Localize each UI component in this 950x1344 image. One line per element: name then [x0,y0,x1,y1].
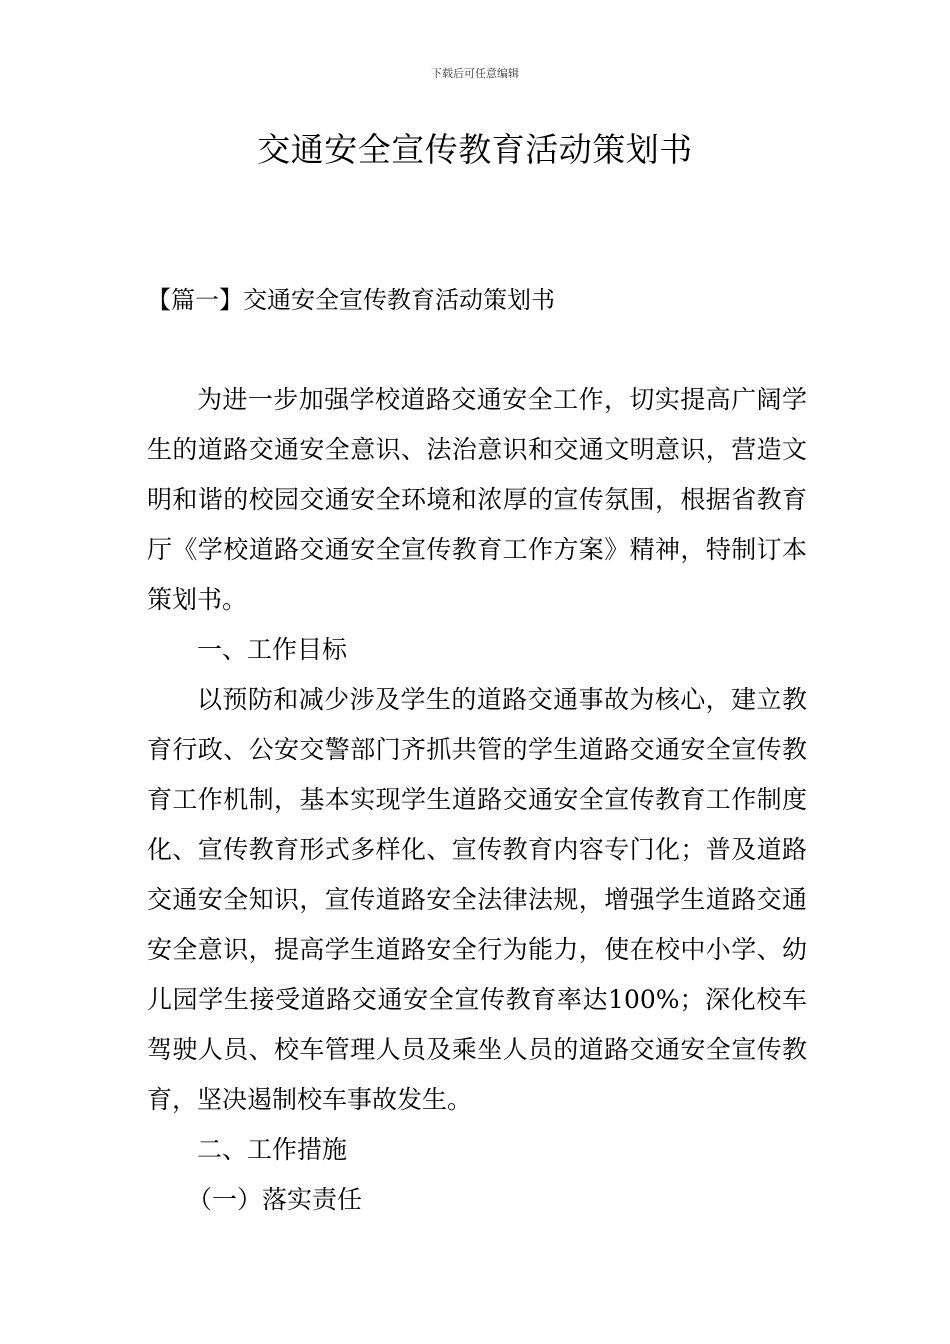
document-body [147,375,807,1225]
subheading-responsibility: （一）落实责任 [187,1185,363,1214]
heading-work-measures: 二、工作措施 [197,1135,348,1164]
work-goals-paragraph: 以预防和减少涉及学生的道路交通事故为核心，建立教育行政、公安交警部门齐抓共管的学生道路交通安全宣传教育工作机制，基本实现学生道路交通安全宣传教育工作制度化、宣传教育形式多样化、宣传教育内容专门化；普及道路交通安全知识，宣传道路安全法律法规，增强学生道路交通安全意识，提高学生道路安全行为能力，使在校中小学、幼儿园学生接受道路交通安全宣传教育率达100%；深化校车驾驶人员、校车管理人员及乘坐人员的道路交通安全宣传教育，坚决遏制校车事故发生。 [147,685,807,1114]
document-title: 交通安全宣传教育活动策划书 [257,130,693,169]
intro-paragraph: 为进一步加强学校道路交通安全工作，切实提高广阔学生的道路交通安全意识、法治意识和交通文明意识，营造文明和谐的校园交通安全环境和浓厚的宣传氛围，根据省教育厅《学校道路交通安全宣传教育工作方案》精神，特制订本策划书。 [147,385,807,614]
section-heading: 【篇一】交通安全宣传教育活动策划书 [147,286,555,314]
heading-work-goals: 一、工作目标 [197,635,348,664]
header-note: 下载后可任意编辑 [431,67,519,80]
